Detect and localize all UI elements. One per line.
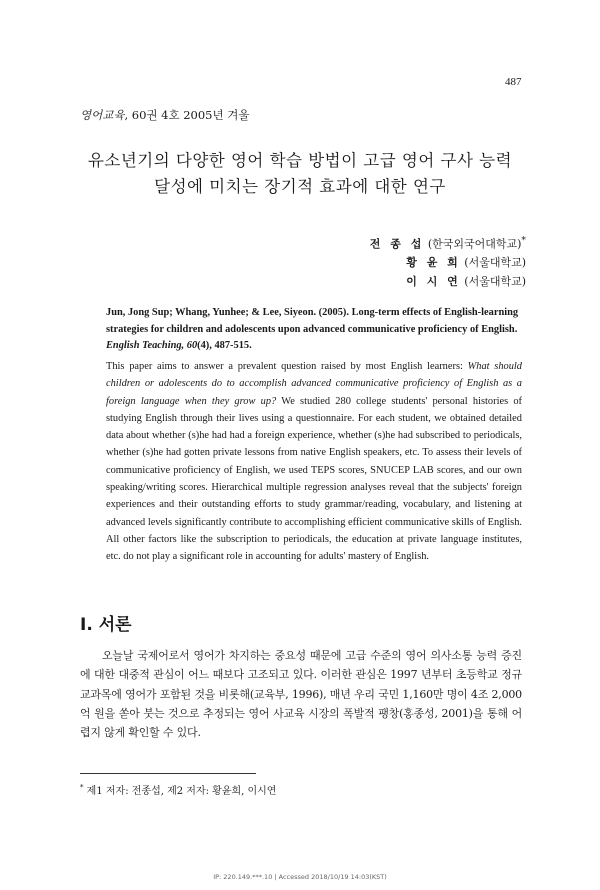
author-3 bbox=[406, 273, 526, 289]
abstract-question: What should children or adolescents do to accomplish advanced communicative proficiency of English as a foreign language when they grow up? bbox=[106, 361, 523, 407]
author-2 bbox=[406, 254, 526, 270]
citation bbox=[106, 305, 522, 355]
citation-journal: English Teaching, 60 bbox=[106, 340, 198, 351]
access-info: IP: 220.149.***.10 | Accessed 2018/10/19 14:03(KST) bbox=[213, 873, 387, 881]
author-name: 이 시 연 bbox=[406, 275, 461, 288]
page-number: 487 bbox=[505, 76, 522, 88]
footnote-mark: * bbox=[80, 783, 84, 792]
citation-text: Jun, Jong Sup; Whang, Yunhee; & Lee, Siyeon. (2005). Long-term effects of English-learning strategies for children and adolescents upon advanced communicative proficiency of English. bbox=[106, 307, 519, 335]
author-name: 황 윤 희 bbox=[406, 256, 461, 269]
title-line-1: 유소년기의 다양한 영어 학습 방법이 고급 영어 구사 능력 bbox=[87, 151, 513, 170]
footnote-text: 제1 저자: 전종섭, 제2 저자: 황윤희, 이시연 bbox=[83, 786, 277, 797]
author-footnote-mark: * bbox=[521, 235, 526, 246]
footnote-divider bbox=[80, 773, 256, 774]
journal-info bbox=[80, 107, 249, 123]
title-line-2: 달성에 미치는 장기적 효과에 대한 연구 bbox=[154, 177, 446, 196]
author-affiliation: (한국외국어대학교) bbox=[424, 237, 522, 251]
paper-title bbox=[40, 148, 560, 200]
journal-name: 영어교육 bbox=[80, 108, 125, 122]
journal-details: , 60권 4호 2005년 겨울 bbox=[124, 108, 250, 122]
author-1 bbox=[370, 235, 526, 252]
footnote bbox=[80, 782, 276, 797]
citation-issue: (4), 487-515. bbox=[197, 340, 252, 351]
abstract-text-2: We studied 280 college students' personal histories of studying English through their lives using a questionnaire. For each student, we obtained detailed data about whether (s)he had had a foreign experience, whether (s)he had subscribed to periodicals, whether (s)he had gotten private lessons from native English speakers, etc. To assess their levels of communicative proficiency of English, we used TEPS scores, SNUCEP LAB scores, and our own speaking/writing scores. Hierarchical multiple regression analyses reveal that the subjects' foreign experiences and their outstanding efforts to study grammar/reading, vocabulary, and listening at advanced levels significantly contribute to accomplishing efficient communicative skills of English. All other factors like the subscription to periodicals, the education at private language institutes, etc. do not play a significant role in accounting for adults' mastery of English. bbox=[106, 395, 522, 563]
abstract-text-1: This paper aims to answer a prevalent question raised by most English learners: bbox=[106, 361, 468, 372]
author-affiliation: (서울대학교) bbox=[460, 256, 526, 269]
author-name: 전 종 섭 bbox=[369, 237, 425, 251]
author-affiliation: (서울대학교) bbox=[460, 275, 526, 288]
abstract bbox=[106, 358, 522, 566]
section-heading: I. 서론 bbox=[80, 615, 132, 635]
intro-paragraph: 오늘날 국제어로서 영어가 차지하는 중요성 때문에 고급 수준의 영어 의사소통 능력 증진에 대한 대중적 관심이 어느 때보다 고조되고 있다. 이러한 관심은 1997 년부터 초등학교 정규 교과목에 영어가 포함된 것을 비롯해(교육부, 1996), 매년 우리 국민 1,160만 명이 4조 2,000억 원을 쏟아 붓는 것으로 추정되는 영어 사교육 시장의 폭발적 팽창(홍종성, 2001)을 통해 어렵지 않게 확인할 수 있다. bbox=[80, 649, 522, 740]
